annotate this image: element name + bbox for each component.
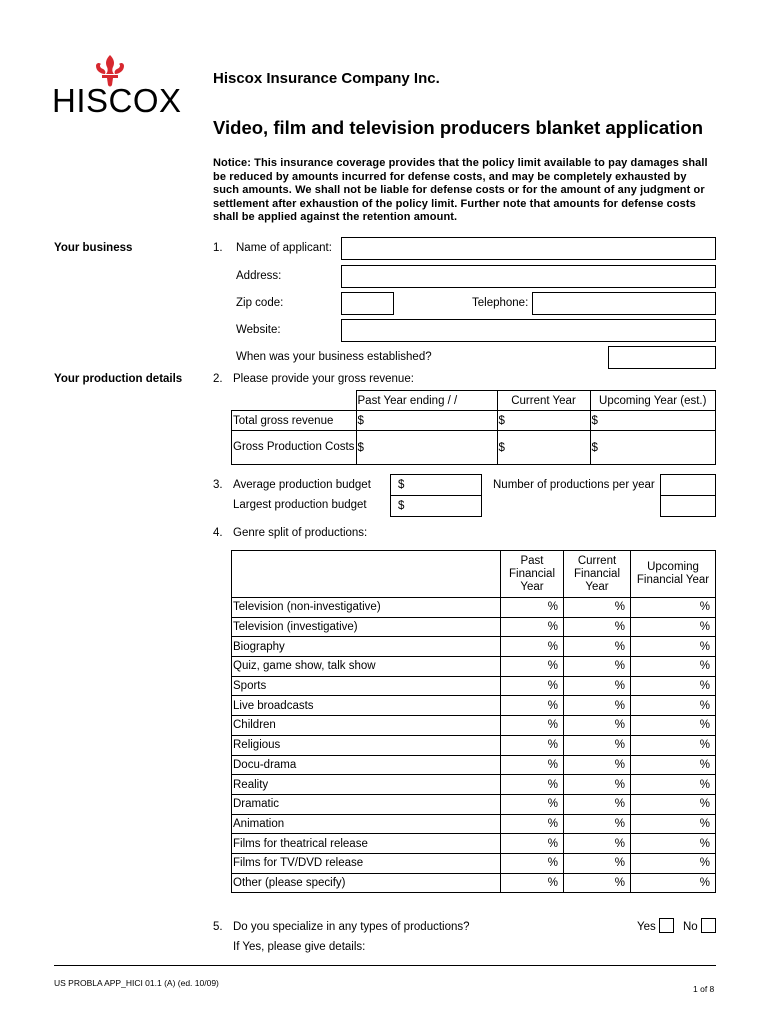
genre-percent-cell[interactable]: % [501,676,564,696]
genre-row [232,794,716,814]
genre-row [232,853,716,873]
genre-percent-cell[interactable]: % [564,637,631,657]
established-label: When was your business established? [236,351,432,363]
genre-percent-cell[interactable]: % [564,794,631,814]
genre-row [232,755,716,775]
header-past-financial-year: Past Financial Year [501,551,564,598]
genre-label: Children [232,716,501,736]
genre-split-label: Genre split of productions: [233,527,368,539]
header-upcoming-financial-year: Upcoming Financial Year [631,551,716,598]
genre-row [232,834,716,854]
genre-label: Television (non-investigative) [232,598,501,618]
details-label: If Yes, please give details: [233,941,366,953]
genre-percent-cell[interactable]: % [631,814,716,834]
logo-wordmark: HISCOX [52,82,182,119]
page-title: Video, film and television producers blanket application [213,117,704,138]
yes-label: Yes [637,921,656,933]
genre-label: Films for theatrical release [232,834,501,854]
genre-label: Films for TV/DVD release [232,853,501,873]
genre-percent-cell[interactable]: % [564,735,631,755]
genre-row [232,873,716,893]
currency-symbol: $ [398,500,405,512]
genre-percent-cell[interactable]: % [501,696,564,716]
revenue-cell[interactable]: $ [590,431,716,465]
genre-percent-cell[interactable]: % [564,598,631,618]
q4-number: 4. [213,527,223,539]
telephone-label: Telephone: [472,297,529,309]
zip-code-input[interactable] [341,292,394,315]
name-of-applicant-input[interactable] [341,237,716,260]
genre-percent-cell[interactable]: % [564,853,631,873]
gross-revenue-table [231,390,716,465]
genre-label: Biography [232,637,501,657]
genre-label: Animation [232,814,501,834]
genre-percent-cell[interactable]: % [631,598,716,618]
genre-percent-cell[interactable]: % [631,873,716,893]
revenue-cell[interactable]: $ [497,431,590,465]
genre-row [232,676,716,696]
largest-budget-label: Largest production budget [233,499,367,511]
genre-percent-cell[interactable]: % [501,657,564,677]
genre-percent-cell[interactable]: % [564,873,631,893]
genre-percent-cell[interactable]: % [564,755,631,775]
genre-percent-cell[interactable]: % [501,735,564,755]
genre-percent-cell[interactable]: % [564,716,631,736]
avg-budget-label: Average production budget [233,479,371,491]
header-current-year: Current Year [497,391,590,411]
genre-percent-cell[interactable]: % [501,617,564,637]
genre-percent-cell[interactable]: % [501,853,564,873]
q1-number: 1. [213,242,223,254]
genre-percent-cell[interactable]: % [501,755,564,775]
avg-budget-input[interactable] [390,474,482,496]
genre-percent-cell[interactable]: % [564,657,631,677]
website-label: Website: [236,324,281,336]
q3-number: 3. [213,479,223,491]
genre-label: Quiz, game show, talk show [232,657,501,677]
telephone-input[interactable] [532,292,716,315]
genre-split-table [231,550,716,893]
genre-row [232,735,716,755]
genre-percent-cell[interactable]: % [501,794,564,814]
genre-label: Dramatic [232,794,501,814]
genre-label: Sports [232,676,501,696]
genre-row [232,814,716,834]
currency-symbol: $ [398,479,405,491]
genre-percent-cell[interactable]: % [631,716,716,736]
genre-percent-cell[interactable]: % [631,853,716,873]
header-upcoming-year: Upcoming Year (est.) [590,391,716,411]
genre-percent-cell[interactable]: % [564,696,631,716]
genre-percent-cell[interactable]: % [501,775,564,795]
genre-percent-cell[interactable]: % [564,617,631,637]
row-label: Total gross revenue [232,411,357,431]
genre-row [232,657,716,677]
revenue-cell[interactable]: $ [590,411,716,431]
genre-percent-cell[interactable]: % [631,637,716,657]
num-productions-input-1[interactable] [660,474,716,496]
genre-percent-cell[interactable]: % [564,676,631,696]
address-input[interactable] [341,265,716,288]
genre-row [232,637,716,657]
form-id: US PROBLA APP_HICI 01.1 (A) (ed. 10/09) [54,978,219,988]
num-productions-input-2[interactable] [660,495,716,517]
genre-label: Docu-drama [232,755,501,775]
genre-percent-cell[interactable]: % [631,794,716,814]
genre-percent-cell[interactable]: % [564,834,631,854]
genre-row [232,775,716,795]
genre-percent-cell[interactable]: % [501,637,564,657]
yes-checkbox[interactable] [659,918,674,933]
genre-label: Live broadcasts [232,696,501,716]
genre-row [232,598,716,618]
genre-percent-cell[interactable]: % [631,617,716,637]
genre-label: Religious [232,735,501,755]
section-your-business: Your business [54,242,133,254]
header-past-year: Past Year ending / / [356,391,497,411]
genre-percent-cell[interactable]: % [631,735,716,755]
largest-budget-input[interactable] [390,495,482,517]
genre-percent-cell[interactable]: % [631,676,716,696]
address-label: Address: [236,270,282,282]
revenue-cell[interactable]: $ [497,411,590,431]
genre-label: Reality [232,775,501,795]
header-current-financial-year: Current Financial Year [564,551,631,598]
footer-divider [54,965,716,966]
website-input[interactable] [341,319,716,342]
revenue-cell[interactable]: $ [356,411,497,431]
revenue-cell[interactable]: $ [356,431,497,465]
specialize-label: Do you specialize in any types of productions? [233,921,470,933]
q5-number: 5. [213,921,223,933]
no-checkbox[interactable] [701,918,716,933]
num-productions-label: Number of productions per year [493,479,655,491]
zip-label: Zip code: [236,297,284,309]
genre-percent-cell[interactable]: % [501,873,564,893]
genre-row [232,716,716,736]
name-label: Name of applicant: [236,242,332,254]
genre-percent-cell[interactable]: % [631,834,716,854]
q2-number: 2. [213,373,223,385]
genre-percent-cell[interactable]: % [631,696,716,716]
genre-percent-cell[interactable]: % [564,775,631,795]
genre-row [232,696,716,716]
notice-text: Notice: This insurance coverage provides that the policy limit available to pay damages shall be reduced by amounts incurred for defense costs, and may be completely exhausted by such amounts. We shall not be liable for defense costs or for the amount of any judgment or settlement after exhaustion of the policy limit. Further note that amounts for defense costs shall be applied against the retention amount. [213,157,708,223]
genre-percent-cell[interactable]: % [501,716,564,736]
genre-percent-cell[interactable]: % [501,814,564,834]
page-number: 1 of 8 [693,984,715,994]
genre-percent-cell[interactable]: % [501,834,564,854]
genre-percent-cell[interactable]: % [631,755,716,775]
gross-revenue-label: Please provide your gross revenue: [233,373,414,385]
genre-percent-cell[interactable]: % [631,657,716,677]
genre-label: Other (please specify) [232,873,501,893]
genre-label: Television (investigative) [232,617,501,637]
genre-percent-cell[interactable]: % [501,598,564,618]
section-production-details: Your production details [54,373,183,385]
genre-row [232,617,716,637]
established-input[interactable] [608,346,716,369]
no-label: No [683,921,698,933]
row-label: Gross Production Costs [232,431,357,465]
genre-percent-cell[interactable]: % [564,814,631,834]
genre-percent-cell[interactable]: % [631,775,716,795]
company-name: Hiscox Insurance Company Inc. [213,70,440,87]
